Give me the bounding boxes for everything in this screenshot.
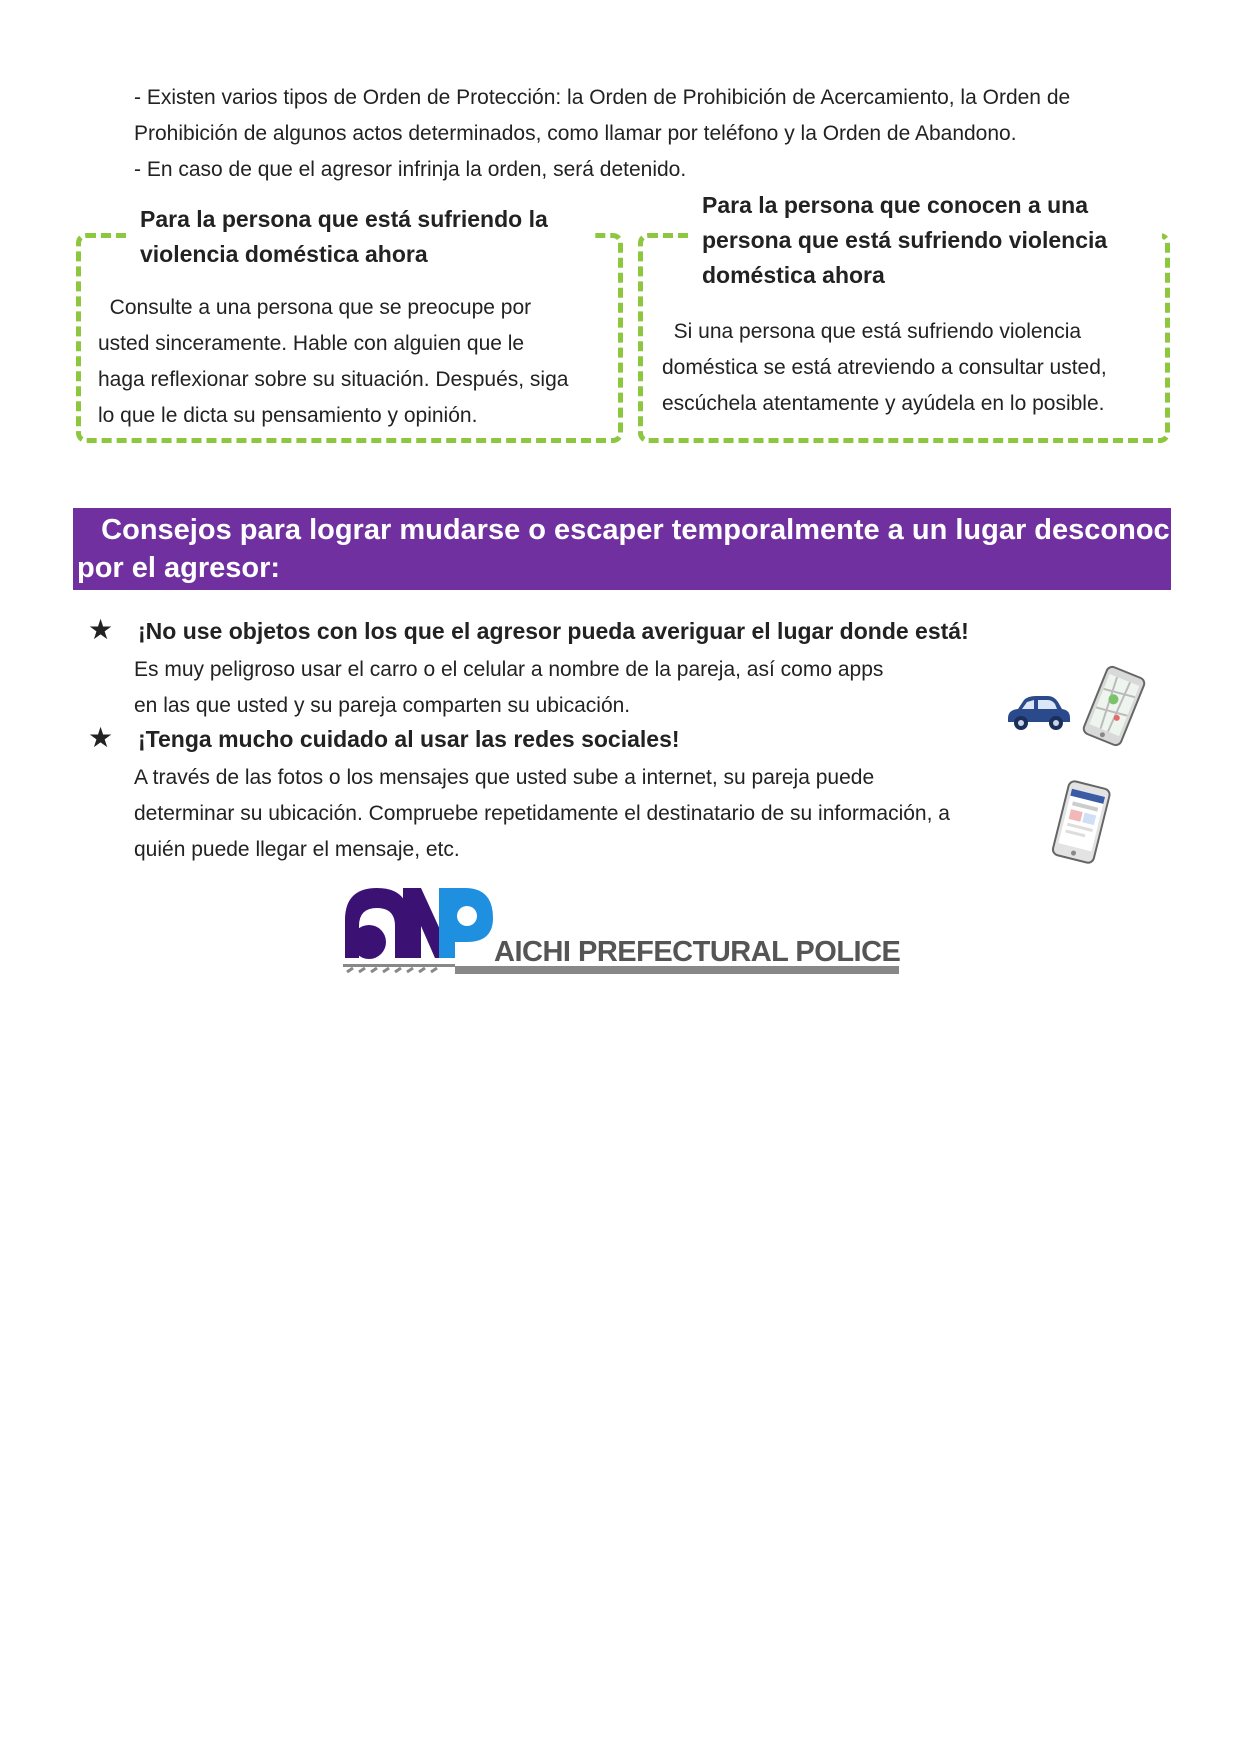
victim-advice-text: Consulte a una persona que se preocupe por usted sinceramente. Hable con alguien que le haga reflexionar sobre su situación. Después, siga lo que le dicta su pensamiento y opinión. bbox=[98, 296, 569, 427]
logo-text: AICHI PREFECTURAL POLICE bbox=[494, 936, 901, 968]
supporter-advice-title: Para la persona que conocen a una persona que está sufriendo violencia doméstica ahora bbox=[692, 188, 1162, 293]
tip-text: A través de las fotos o los mensajes que usted sube a internet, su pareja puede determinar su ubicación. Compruebe repetidamente el destinatario de su información, a quién puede llegar el mensaje, etc. bbox=[134, 766, 950, 861]
map-phone-icon bbox=[1080, 664, 1148, 748]
section-banner: Consejos para lograr mudarse o escaper temporalmente a un lugar desconocido por el agresor: bbox=[73, 508, 1171, 590]
social-media-phone-icon bbox=[1044, 778, 1118, 868]
tip-text: Es muy peligroso usar el carro o el celular a nombre de la pareja, así como apps en las que usted y su pareja comparten su ubicación. bbox=[134, 658, 884, 717]
victim-advice-title: Para la persona que está sufriendo la violencia doméstica ahora bbox=[130, 202, 592, 272]
tip-heading: ★ ¡Tenga mucho cuidado al usar las redes sociales! bbox=[88, 722, 680, 753]
intro-line: Prohibición de algunos actos determinados, como llamar por teléfono y la Orden de Abandono. bbox=[134, 122, 1017, 145]
tip-heading: ★ ¡No use objetos con los que el agresor pueda averiguar el lugar donde está! bbox=[88, 614, 969, 645]
star-icon: ★ bbox=[88, 722, 114, 753]
intro-paragraph bbox=[134, 80, 1154, 188]
supporter-advice-text: Si una persona que está sufriendo violencia doméstica se está atreviendo a consultar usted, escúchela atentamente y ayúdela en lo posible. bbox=[662, 320, 1107, 415]
intro-line: - Existen varios tipos de Orden de Protección: la Orden de Prohibición de Acercamiento, la Orden de bbox=[134, 86, 1071, 109]
star-icon: ★ bbox=[88, 614, 114, 645]
car-icon bbox=[1004, 692, 1072, 732]
intro-line: - En caso de que el agresor infrinja la orden, será detenido. bbox=[134, 158, 687, 181]
